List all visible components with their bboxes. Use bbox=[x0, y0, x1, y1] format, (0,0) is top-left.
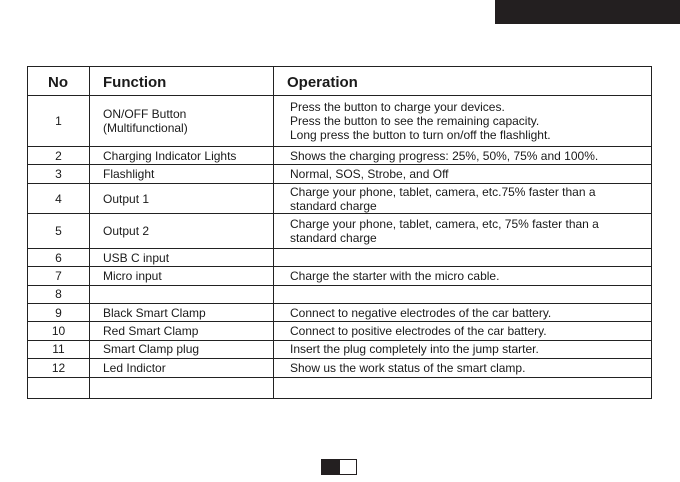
table-header-row bbox=[28, 67, 652, 96]
operation-cell bbox=[274, 267, 652, 285]
function-text: ON/OFF Button bbox=[103, 107, 187, 121]
operation-cell bbox=[274, 340, 652, 358]
table-body bbox=[28, 96, 652, 399]
column-header-no: No bbox=[28, 67, 90, 96]
table-row bbox=[28, 285, 652, 303]
table-row bbox=[28, 165, 652, 183]
function-cell bbox=[90, 359, 274, 377]
operation-text: Normal, SOS, Strobe, and Off bbox=[290, 167, 449, 182]
function-text: (Multifunctional) bbox=[103, 121, 188, 135]
operation-text: Charge your phone, tablet, camera, etc.75% faster than a bbox=[290, 184, 596, 199]
table-row bbox=[28, 359, 652, 377]
operation-text: Press the button to see the remaining capacity. bbox=[290, 114, 540, 128]
header-bar bbox=[495, 0, 680, 24]
operation-cell bbox=[274, 165, 652, 183]
row-number: 10 bbox=[28, 322, 90, 340]
function-cell bbox=[90, 96, 274, 147]
row-number: 2 bbox=[28, 147, 90, 165]
function-text: Micro input bbox=[103, 269, 162, 284]
row-number: 11 bbox=[28, 340, 90, 358]
table-row bbox=[28, 322, 652, 340]
table-row bbox=[28, 214, 652, 249]
operation-text: Charge the starter with the micro cable. bbox=[290, 269, 500, 284]
function-cell bbox=[90, 340, 274, 358]
function-cell bbox=[90, 147, 274, 165]
page-indicator-fill bbox=[322, 460, 340, 474]
operation-cell bbox=[274, 322, 652, 340]
table-row bbox=[28, 304, 652, 322]
table-row bbox=[28, 183, 652, 214]
operation-text: standard charge bbox=[290, 198, 377, 213]
operation-text: Shows the charging progress: 25%, 50%, 75% and 100%. bbox=[290, 148, 599, 163]
row-number: 6 bbox=[28, 248, 90, 266]
function-text: Led Indictor bbox=[103, 360, 166, 375]
operation-cell bbox=[274, 96, 652, 147]
row-number: 5 bbox=[28, 214, 90, 249]
table-row bbox=[28, 377, 652, 399]
function-cell bbox=[90, 285, 274, 303]
function-cell bbox=[90, 214, 274, 249]
function-text: Output 2 bbox=[103, 224, 150, 239]
table-row bbox=[28, 267, 652, 285]
operation-text: Connect to positive electrodes of the car battery. bbox=[290, 324, 547, 339]
table-row bbox=[28, 147, 652, 165]
function-cell bbox=[90, 322, 274, 340]
row-number bbox=[28, 377, 90, 399]
column-header-operation: Operation bbox=[274, 67, 652, 96]
function-text: Black Smart Clamp bbox=[103, 305, 206, 320]
row-number: 9 bbox=[28, 304, 90, 322]
function-text: Smart Clamp plug bbox=[103, 342, 200, 357]
operation-text: Press the button to charge your devices. bbox=[290, 100, 505, 114]
row-number: 7 bbox=[28, 267, 90, 285]
page-indicator bbox=[321, 459, 357, 475]
function-cell bbox=[90, 304, 274, 322]
operation-cell bbox=[274, 248, 652, 266]
table-row bbox=[28, 248, 652, 266]
table-row bbox=[28, 340, 652, 358]
row-number: 12 bbox=[28, 359, 90, 377]
operation-cell bbox=[274, 147, 652, 165]
operation-cell bbox=[274, 214, 652, 249]
function-text: Output 1 bbox=[103, 191, 150, 206]
row-number: 1 bbox=[28, 96, 90, 147]
operation-cell bbox=[274, 285, 652, 303]
operation-text: Show us the work status of the smart clamp. bbox=[290, 360, 526, 375]
function-cell bbox=[90, 165, 274, 183]
function-text: Charging Indicator Lights bbox=[103, 148, 237, 163]
table-row bbox=[28, 96, 652, 147]
operation-text: Connect to negative electrodes of the car battery. bbox=[290, 305, 552, 320]
function-table bbox=[27, 66, 652, 399]
function-cell bbox=[90, 248, 274, 266]
row-number: 3 bbox=[28, 165, 90, 183]
column-header-function: Function bbox=[90, 67, 274, 96]
row-number: 8 bbox=[28, 285, 90, 303]
operation-text: Charge your phone, tablet, camera, etc, 75% faster than a bbox=[290, 217, 599, 232]
operation-text: Insert the plug completely into the jump starter. bbox=[290, 342, 539, 357]
operation-cell bbox=[274, 304, 652, 322]
function-cell bbox=[90, 183, 274, 214]
function-cell bbox=[90, 267, 274, 285]
function-cell bbox=[90, 377, 274, 399]
operation-text: standard charge bbox=[290, 231, 377, 246]
operation-cell bbox=[274, 359, 652, 377]
operation-text: Long press the button to turn on/off the flashlight. bbox=[290, 128, 551, 142]
function-text: Flashlight bbox=[103, 167, 155, 182]
operation-cell bbox=[274, 183, 652, 214]
operation-cell bbox=[274, 377, 652, 399]
function-text: Red Smart Clamp bbox=[103, 324, 199, 339]
row-number: 4 bbox=[28, 183, 90, 214]
function-text: USB C input bbox=[103, 250, 170, 265]
